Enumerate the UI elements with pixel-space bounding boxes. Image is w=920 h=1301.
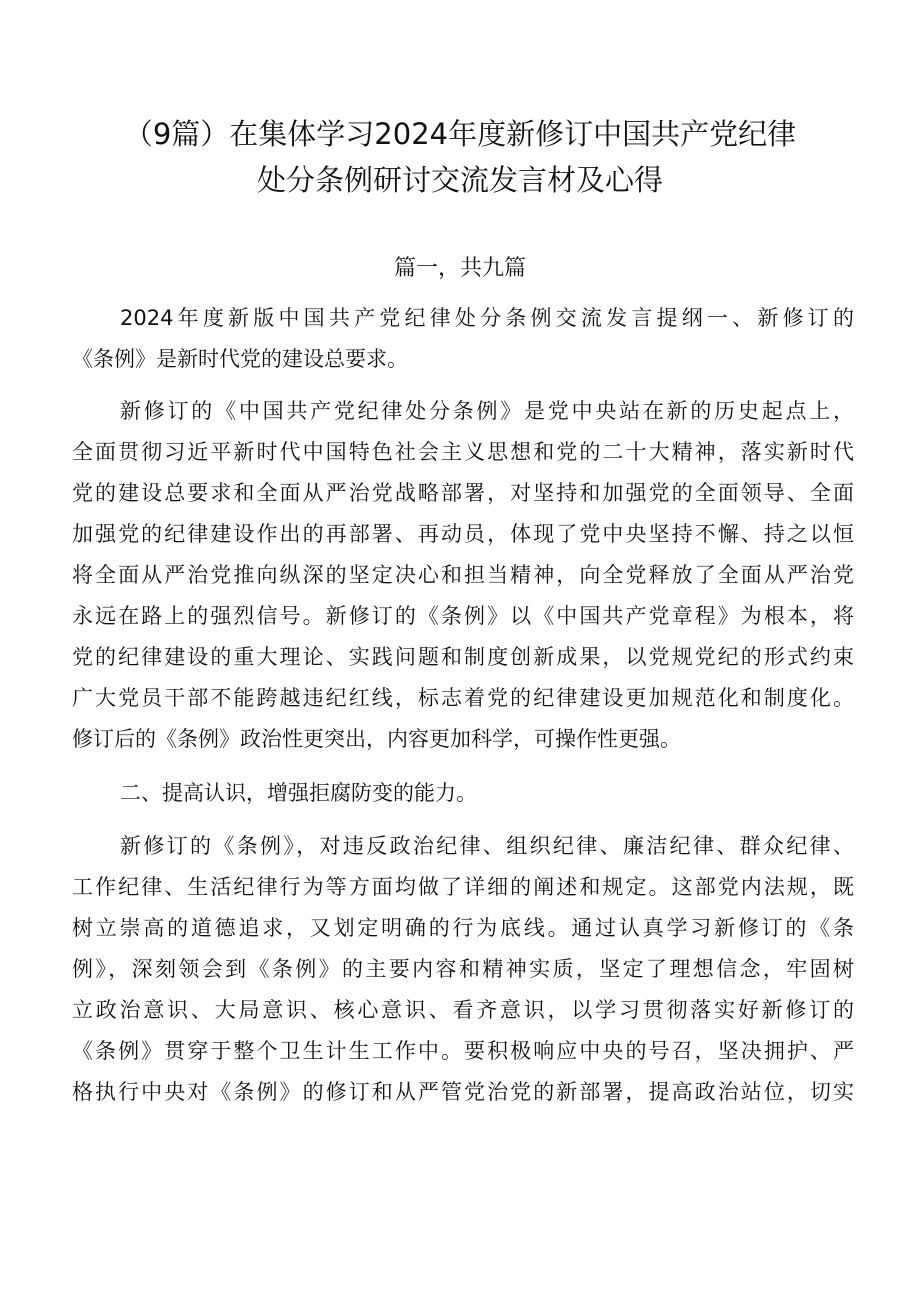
- paragraph-line: 2024年度新版中国共产党纪律处分条例交流发言提纲一、新修订的: [120, 306, 854, 330]
- paragraph-line: 全面贯彻习近平新时代中国特色社会主义思想和党的二十大精神，落实新时代: [72, 440, 854, 464]
- paragraph-line: 永远在路上的强烈信号。新修订的《条例》以《中国共产党章程》为根本，将: [72, 604, 854, 628]
- paragraph-line: 广大党员干部不能跨越违纪红线，标志着党的纪律建设更加规范化和制度化。: [72, 686, 854, 710]
- paragraph-line: 加强党的纪律建设作出的再部署、再动员，体现了党中央坚持不懈、持之以恒: [72, 522, 854, 546]
- paragraph-line: 工作纪律、生活纪律行为等方面均做了详细的阐述和规定。这部党内法规，既: [72, 875, 854, 899]
- paragraph-line: 将全面从严治党推向纵深的坚定决心和担当精神，向全党释放了全面从严治党: [72, 563, 854, 587]
- paragraph-line: 例》，深刻领会到《条例》的主要内容和精神实质，坚定了理想信念，牢固树: [72, 957, 854, 981]
- paragraph-line: 《条例》贯穿于整个卫生计生工作中。要积极响应中央的号召，坚决拥护、严: [72, 1039, 854, 1063]
- section-subheading: 二、提高认识，增强拒腐防变的能力。: [120, 781, 477, 805]
- paragraph-line: 树立崇高的道德追求，又划定明确的行为底线。通过认真学习新修订的《条: [72, 916, 854, 940]
- document-title-line-1: （9篇）在集体学习2024年度新修订中国共产党纪律: [123, 117, 797, 151]
- paragraph-line: 立政治意识、大局意识、核心意识、看齐意识，以学习贯彻落实好新修订的: [72, 998, 854, 1022]
- section-heading: 篇一，共九篇: [393, 256, 526, 281]
- paragraph-line: 新修订的《中国共产党纪律处分条例》是党中央站在新的历史起点上，: [120, 399, 854, 423]
- paragraph-line: 格执行中央对《条例》的修订和从严管党治党的新部署，提高政治站位，切实: [72, 1080, 854, 1104]
- paragraph-line: 党的纪律建设的重大理论、实践问题和制度创新成果，以党规党纪的形式约束: [72, 645, 854, 669]
- paragraph-line: 党的建设总要求和全面从严治党战略部署，对坚持和加强党的全面领导、全面: [72, 481, 854, 505]
- paragraph-line: 修订后的《条例》政治性更突出，内容更加科学，可操作性更强。: [72, 727, 681, 751]
- paragraph-line: 新修订的《条例》，对违反政治纪律、组织纪律、廉洁纪律、群众纪律、: [120, 834, 854, 858]
- document-title-line-2: 处分条例研讨交流发言材及心得: [256, 163, 663, 197]
- paragraph-line: 《条例》是新时代党的建设总要求。: [72, 347, 408, 371]
